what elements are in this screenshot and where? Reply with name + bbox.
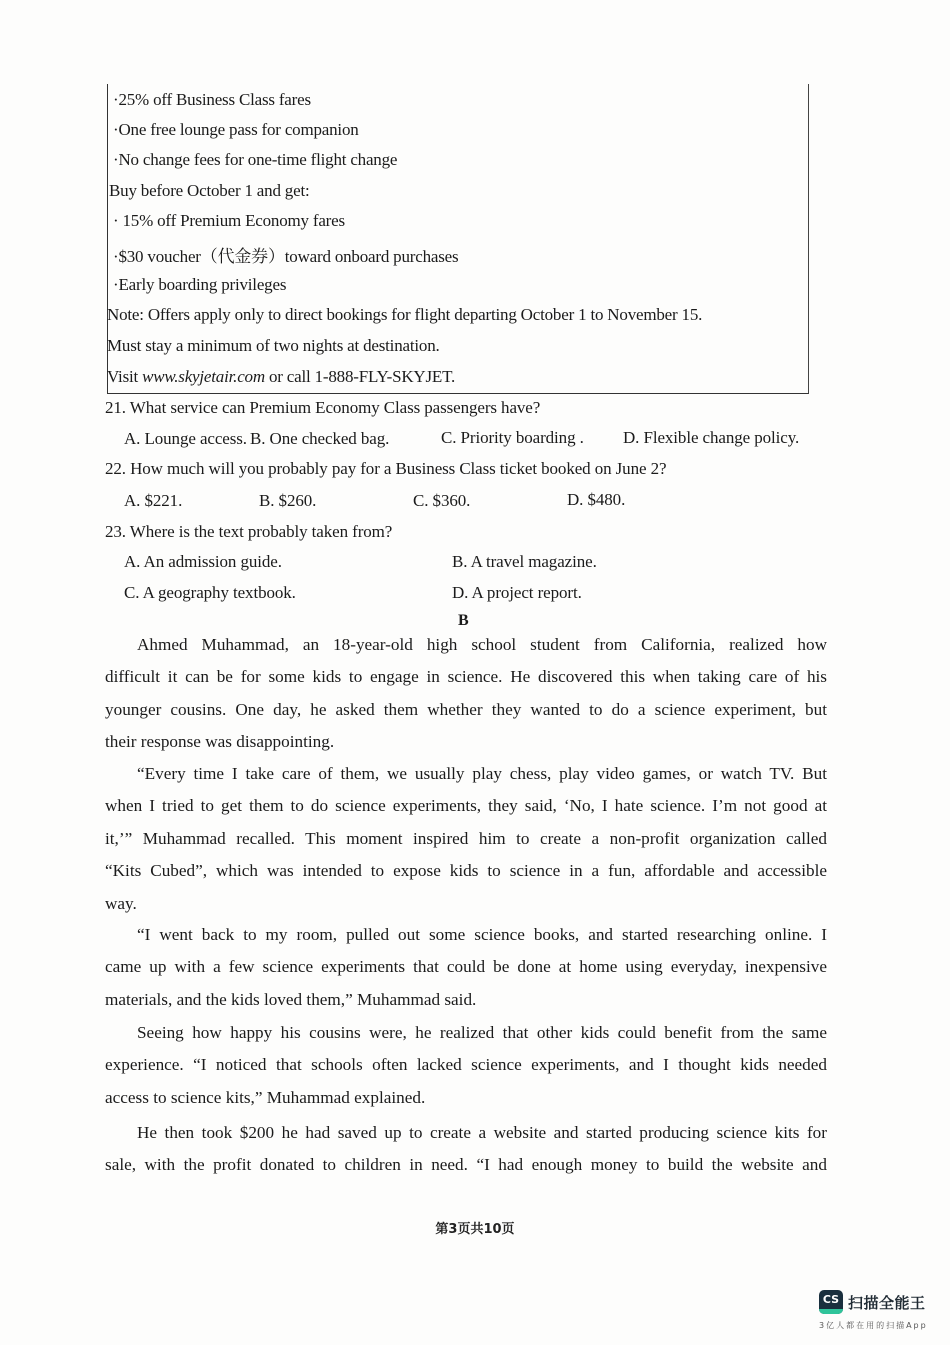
- scanner-watermark: [819, 1290, 944, 1335]
- passage-line: “I went back to my room, pulled out some science books, and started researching online. I: [137, 925, 827, 944]
- offer-lounge-pass: ·One free lounge pass for companion: [113, 120, 359, 139]
- question-22-option-a: A. $221.: [124, 491, 183, 510]
- passage-paragraph-4: [105, 1017, 827, 1114]
- passage-line: it,’” Muhammad recalled. This moment inspired him to create a non-profit organization called: [105, 828, 827, 848]
- passage-line: their response was disappointing.: [105, 732, 335, 752]
- offer-premium-economy-discount: · 15% off Premium Economy fares: [113, 211, 345, 230]
- offer-minimum-stay: Must stay a minimum of two nights at destination.: [107, 336, 440, 355]
- page-number: 第3页共10页: [435, 1222, 515, 1237]
- passage-line: way.: [105, 893, 137, 913]
- question-21-option-c: C. Priority boarding .: [441, 428, 584, 447]
- airline-offer-box: [107, 84, 809, 394]
- passage-line: “Every time I take care of them, we usually play chess, play video games, or watch TV. But: [137, 764, 827, 783]
- passage-line: experience. “I noticed that schools often lacked science experiments, and I thought kids needed: [105, 1055, 827, 1075]
- offer-contact: [107, 367, 455, 387]
- offer-voucher: ·$30 voucher（代金券）toward onboard purchases: [113, 247, 459, 266]
- offer-early-boarding: ·Early boarding privileges: [113, 275, 287, 294]
- question-21-stem: 21. What service can Premium Economy Class passengers have?: [105, 398, 541, 417]
- logo-stripe: [819, 1309, 843, 1314]
- question-21-option-b: B. One checked bag.: [250, 429, 390, 448]
- question-23-stem: 23. Where is the text probably taken from?: [105, 522, 393, 541]
- offer-buy-before-heading: Buy before October 1 and get:: [109, 181, 310, 200]
- passage-paragraph-5: [105, 1117, 827, 1182]
- website-link[interactable]: www.skyjetair.com: [142, 367, 265, 386]
- passage-line: came up with a few science experiments that could be done at home using everyday, inexpensive: [105, 957, 827, 977]
- passage-line: difficult it can be for some kids to engage in science. He discovered this when taking care of his: [105, 667, 827, 687]
- passage-line: when I tried to get them to do science experiments, they said, ‘No, I hate science. I’m not good at: [105, 796, 827, 816]
- offer-no-change-fees: ·No change fees for one-time flight change: [113, 150, 398, 169]
- logo-text: CS: [822, 1293, 840, 1306]
- question-22-stem: 22. How much will you probably pay for a Business Class ticket booked on June 2?: [105, 459, 667, 478]
- question-23-option-c: C. A geography textbook.: [124, 583, 296, 602]
- watermark-subtitle: 3亿人都在用的扫描App: [819, 1321, 928, 1330]
- camscanner-logo-icon: [819, 1290, 843, 1314]
- question-21-option-a: A. Lounge access.: [124, 429, 247, 448]
- passage-line: access to science kits,” Muhammad explained.: [105, 1087, 426, 1107]
- passage-line: sale, with the profit donated to children in need. “I had enough money to build the website and: [105, 1155, 827, 1175]
- section-heading-b: B: [458, 612, 469, 629]
- passage-paragraph-1: [105, 629, 827, 759]
- passage-line: “Kits Cubed”, which was intended to expose kids to science in a fun, affordable and accessible: [105, 861, 827, 881]
- passage-paragraph-2: [105, 758, 827, 920]
- question-22-option-c: C. $360.: [413, 491, 471, 510]
- question-23-option-a: A. An admission guide.: [124, 552, 282, 571]
- question-22-option-b: B. $260.: [259, 491, 317, 510]
- question-22-option-d: D. $480.: [567, 490, 626, 509]
- passage-line: He then took $200 he had saved up to create a website and started producing science kits for: [137, 1123, 827, 1142]
- offer-note: Note: Offers apply only to direct bookings for flight departing October 1 to November 15.: [107, 305, 703, 324]
- passage-line: Ahmed Muhammad, an 18-year-old high school student from California, realized how: [137, 635, 827, 654]
- question-21-option-d: D. Flexible change policy.: [623, 428, 800, 447]
- passage-line: materials, and the kids loved them,” Muhammad said.: [105, 989, 477, 1009]
- passage-line: Seeing how happy his cousins were, he realized that other kids could benefit from the same: [137, 1023, 827, 1042]
- passage-paragraph-3: [105, 919, 827, 1016]
- watermark-title: 扫描全能王: [848, 1294, 926, 1312]
- passage-line: younger cousins. One day, he asked them whether they wanted to do a science experiment, but: [105, 699, 827, 719]
- contact-phone: or call 1-888-FLY-SKYJET.: [264, 367, 456, 386]
- offer-business-discount: ·25% off Business Class fares: [113, 90, 311, 109]
- question-23-option-d: D. A project report.: [452, 583, 582, 602]
- question-23-option-b: B. A travel magazine.: [452, 552, 597, 571]
- contact-prefix: Visit: [107, 367, 143, 386]
